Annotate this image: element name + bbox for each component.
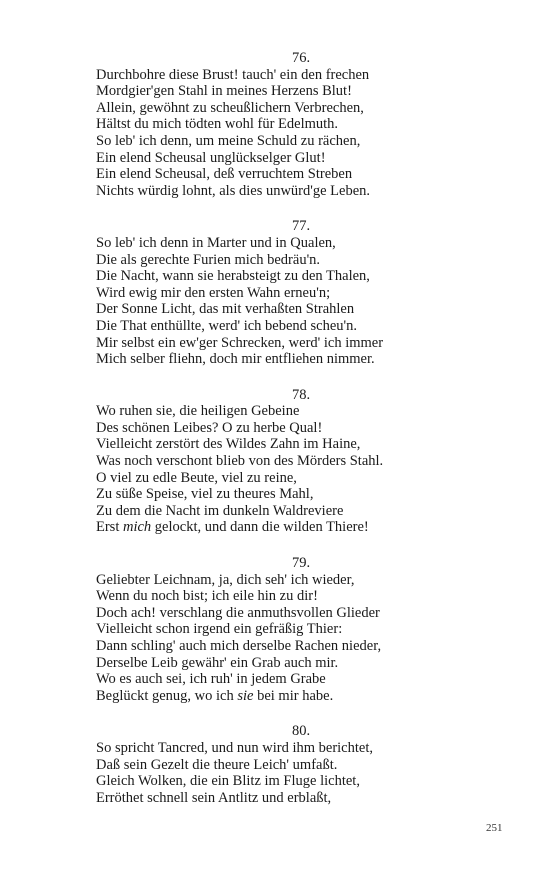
verse-text: Dann schling' auch mich derselbe Rachen nieder, [96, 638, 382, 654]
verse-text: Der Sonne Licht, das mit verhaßten Strahlen [96, 301, 355, 318]
verse-line [96, 403, 496, 420]
verse-text: Die That enthüllte, werd' ich bebend scheu'n. [96, 317, 358, 334]
verse-text: Durchbohre diese Brust! tauch' ein den frechen [96, 66, 370, 83]
verse-line [96, 268, 496, 285]
verse-text: Derselbe Leib gewähr' ein Grab auch mir. [96, 654, 339, 671]
verse-text: bei mir habe. [253, 687, 334, 704]
stanza [96, 218, 496, 367]
verse-line [96, 67, 496, 84]
verse-line [96, 740, 496, 757]
verse-text: Beglückt genug, wo ich [96, 687, 238, 704]
verse-text: So leb' ich denn, um meine Schuld zu rächen, [96, 132, 361, 149]
verse-line [96, 252, 496, 269]
verse-text: Doch ach! verschlang die anmuthsvollen Glieder [96, 604, 380, 621]
verse-line [96, 638, 496, 655]
verse-line [96, 420, 496, 437]
verse-text: Nichts würdig lohnt, als dies unwürd'ge Leben. [96, 182, 371, 199]
verse-line [96, 335, 496, 352]
verse-line [96, 503, 496, 520]
verse-line [96, 83, 496, 100]
stanza [96, 723, 496, 806]
verse-line [96, 757, 496, 774]
verse-text: So spricht Tancred, und nun wird ihm berichtet, [96, 739, 373, 756]
verse-line [96, 572, 496, 589]
verse-line [96, 671, 496, 688]
verse-text: Allein, gewöhnt zu scheußlichern Verbrechen, [96, 99, 364, 116]
verse-line [96, 773, 496, 790]
verse-text: Gleich Wolken, die ein Blitz im Fluge lichtet, [96, 773, 360, 790]
verse-line [96, 318, 496, 335]
verse-text: Die Nacht, wann sie herabsteigt zu den Thalen, [96, 268, 370, 285]
stanza-number: 79. [292, 555, 311, 572]
verse-text: Des schönen Leibes? O zu herbe Qual! [96, 419, 323, 436]
verse-text: Mordgier'gen Stahl in meines Herzens Blut! [96, 83, 352, 100]
stanza-number: 80. [292, 723, 311, 740]
verse-line [96, 166, 496, 183]
verse-line [96, 519, 496, 536]
verse-line [96, 351, 496, 368]
verse-text: Die als gerechte Furien mich bedräu'n. [96, 251, 321, 268]
verse-line [96, 235, 496, 252]
verse-line [96, 453, 496, 470]
verse-text: Wird ewig mir den ersten Wahn erneu'n; [96, 284, 331, 301]
verse-text: Hältst du mich tödten wohl für Edelmuth. [96, 116, 339, 133]
stanza [96, 387, 496, 536]
emphasized-word: mich [122, 519, 152, 536]
verse-line [96, 285, 496, 302]
verse-line [96, 790, 496, 807]
verse-line [96, 655, 496, 672]
verse-text: Erst [96, 519, 123, 536]
verse-line [96, 605, 496, 622]
verse-text: Erröthet schnell sein Antlitz und erblaßt, [96, 789, 332, 806]
verse-text: gelockt, und dann die wilden Thiere! [151, 519, 369, 536]
verse-text: Daß sein Gezelt die theure Leich' umfaßt. [96, 756, 338, 773]
verse-text: Wo es auch sei, ich ruh' in jedem Grabe [96, 671, 326, 688]
verse-text: Geliebter Leichnam, ja, dich seh' ich wieder, [96, 571, 355, 588]
emphasized-word: sie [237, 687, 254, 704]
verse-text: O viel zu edle Beute, viel zu reine, [96, 469, 297, 486]
stanza [96, 50, 496, 199]
verse-line [96, 133, 496, 150]
verse-text: Mir selbst ein ew'ger Schrecken, werd' ich immer [96, 334, 384, 351]
verse-line [96, 150, 496, 167]
verse-line [96, 688, 496, 705]
stanza [96, 555, 496, 704]
verse-text: Mich selber fliehn, doch mir entfliehen nimmer. [96, 351, 375, 368]
verse-text: So leb' ich denn in Marter und in Qualen, [96, 234, 336, 251]
stanza-number: 77. [292, 218, 311, 235]
verse-line [96, 470, 496, 487]
verse-line [96, 486, 496, 503]
verse-text: Vielleicht zerstört des Wildes Zahn im Haine, [96, 436, 361, 453]
stanza-number: 76. [292, 50, 311, 66]
verse-text: Zu süße Speise, viel zu theures Mahl, [96, 486, 314, 503]
verse-text: Ein elend Scheusal, deß verruchtem Streben [96, 166, 353, 183]
verse-line [96, 436, 496, 453]
verse-text: Zu dem die Nacht im dunkeln Waldreviere [96, 502, 344, 519]
verse-text: Wo ruhen sie, die heiligen Gebeine [96, 403, 300, 420]
stanza-number: 78. [292, 386, 311, 403]
verse-text: Vielleicht schon irgend ein gefräßig Thier: [96, 621, 343, 638]
page-number: 251 [486, 822, 503, 834]
verse-line [96, 183, 496, 200]
verse-line [96, 100, 496, 117]
verse-text: Was noch verschont blieb von des Mörders Stahl. [96, 453, 384, 470]
verse-text: Ein elend Scheusal unglückselger Glut! [96, 149, 326, 166]
verse-line [96, 116, 496, 133]
verse-text: Wenn du noch bist; ich eile hin zu dir! [96, 588, 318, 605]
verse-line [96, 301, 496, 318]
verse-line [96, 621, 496, 638]
verse-line [96, 588, 496, 605]
poem-column [96, 50, 496, 825]
